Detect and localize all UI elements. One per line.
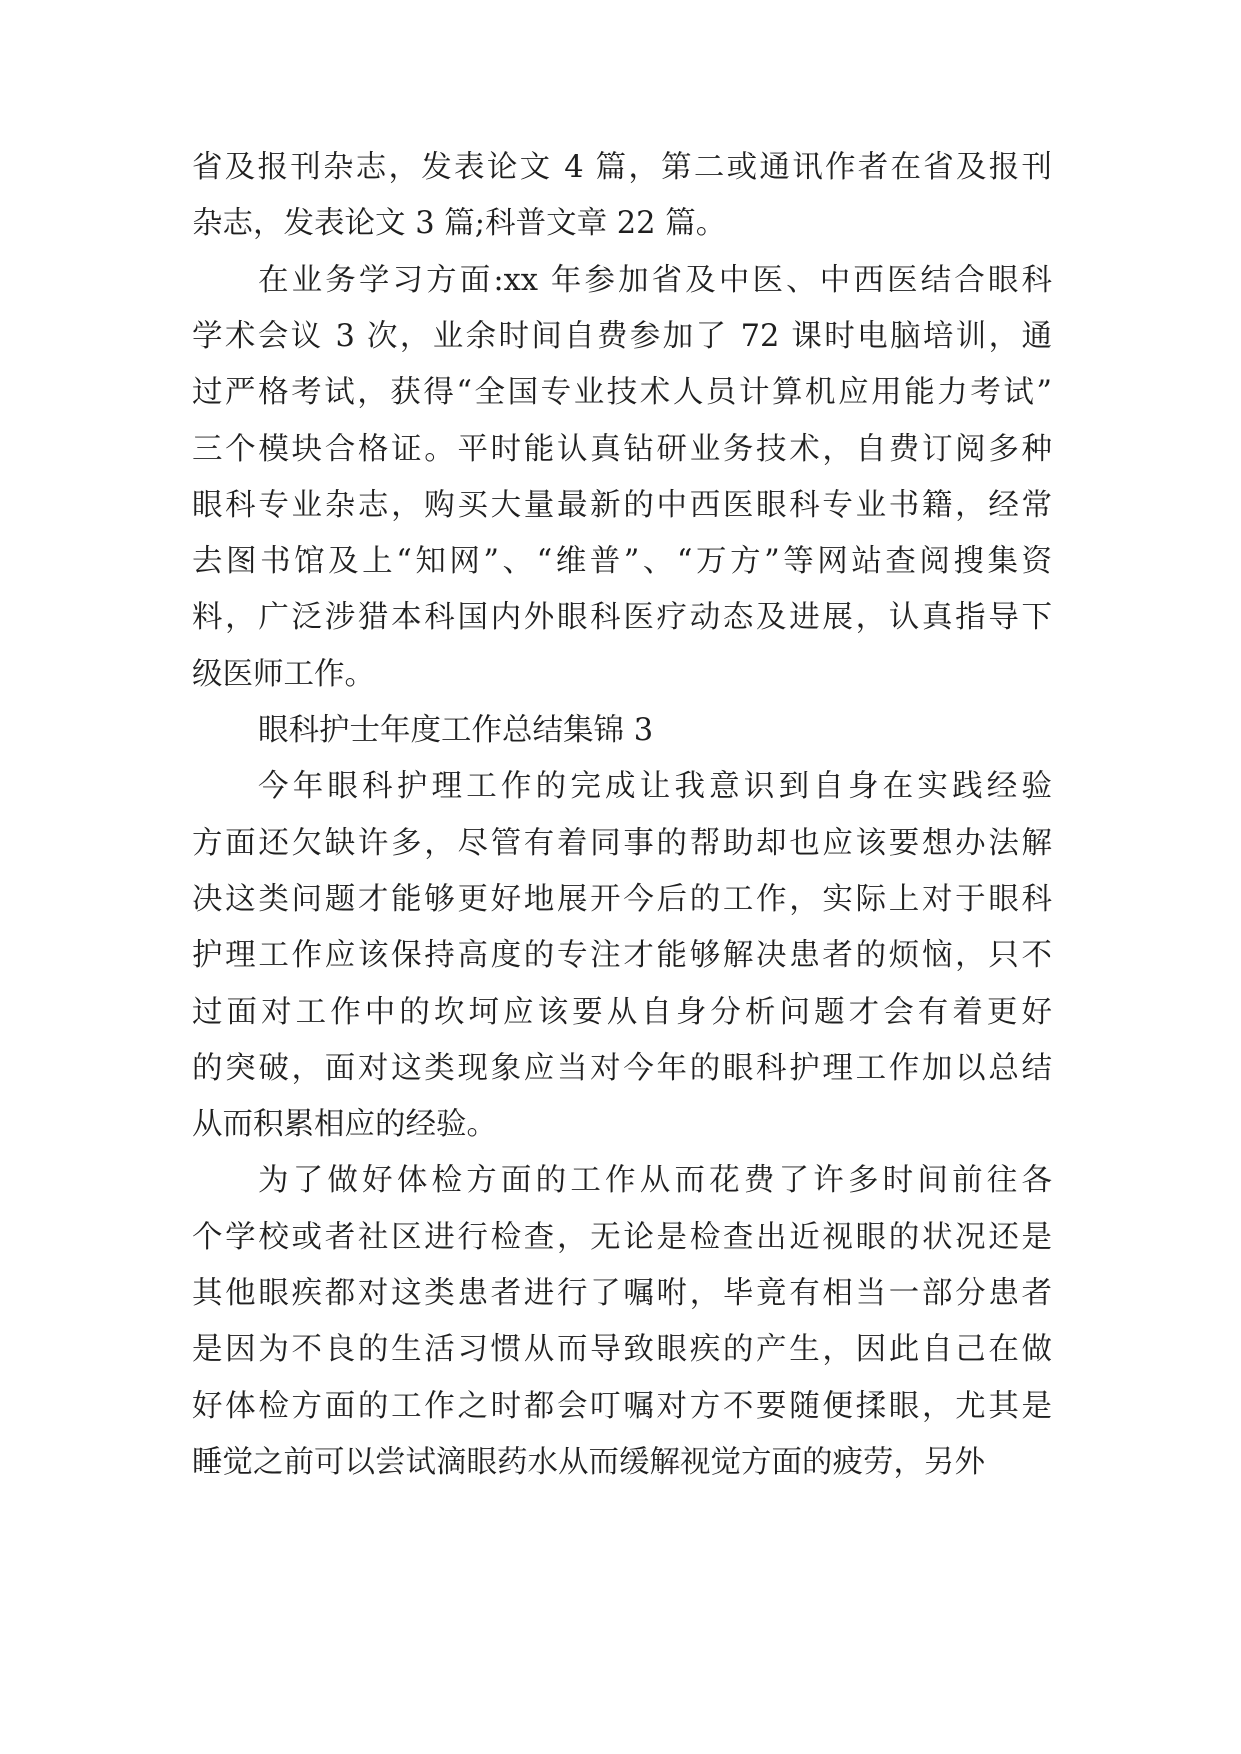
- paragraph-line: 眼科专业杂志，购买大量最新的中西医眼科专业书籍，经常: [192, 487, 1052, 523]
- paragraph-line: 睡觉之前可以尝试滴眼药水从而缓解视觉方面的疲劳，另外: [192, 1444, 985, 1480]
- paragraph-line: 是因为不良的生活习惯从而导致眼疾的产生，因此自己在做: [192, 1332, 1052, 1368]
- paragraph-line: 个学校或者社区进行检查，无论是检查出近视眼的状况还是: [192, 1219, 1052, 1255]
- paragraph-line: 过严格考试，获得“全国专业技术人员计算机应用能力考试”: [192, 375, 1052, 411]
- paragraph-line: 级医师工作。: [192, 656, 375, 692]
- paragraph-line: 过面对工作中的坎坷应该要从自身分析问题才会有着更好: [192, 994, 1052, 1030]
- paragraph-line: 料，广泛涉猎本科国内外眼科医疗动态及进展，认真指导下: [192, 600, 1052, 636]
- paragraph-line: 护理工作应该保持高度的专注才能够解决患者的烦恼，只不: [192, 938, 1052, 974]
- paragraph-line: 好体检方面的工作之时都会叮嘱对方不要随便揉眼，尤其是: [192, 1388, 1052, 1424]
- paragraph-line: 方面还欠缺许多，尽管有着同事的帮助却也应该要想办法解: [192, 825, 1052, 861]
- paragraph-line: 今年眼科护理工作的完成让我意识到自身在实践经验: [258, 769, 1052, 805]
- paragraph-line: 在业务学习方面:xx 年参加省及中医、中西医结合眼科: [258, 262, 1052, 298]
- paragraph-line: 学术会议 3 次，业余时间自费参加了 72 课时电脑培训，通: [192, 318, 1052, 354]
- paragraph-line: 省及报刊杂志，发表论文 4 篇，第二或通讯作者在省及报刊: [192, 150, 1052, 185]
- section-heading: 眼科护士年度工作总结集锦 3: [258, 713, 654, 748]
- paragraph-line: 杂志，发表论文 3 篇;科普文章 22 篇。: [192, 206, 727, 242]
- paragraph-line: 从而积累相应的经验。: [192, 1107, 497, 1143]
- paragraph-line: 其他眼疾都对这类患者进行了嘱咐，毕竟有相当一部分患者: [192, 1276, 1052, 1311]
- paragraph-line: 三个模块合格证。平时能认真钻研业务技术，自费订阅多种: [192, 431, 1052, 467]
- paragraph-line: 去图书馆及上“知网”、“维普”、“万方”等网站查阅搜集资: [192, 544, 1052, 580]
- paragraph-line: 为了做好体检方面的工作从而花费了许多时间前往各: [258, 1163, 1052, 1199]
- paragraph-line: 的突破，面对这类现象应当对今年的眼科护理工作加以总结: [192, 1050, 1052, 1086]
- paragraph-line: 决这类问题才能够更好地展开今后的工作，实际上对于眼科: [192, 881, 1052, 917]
